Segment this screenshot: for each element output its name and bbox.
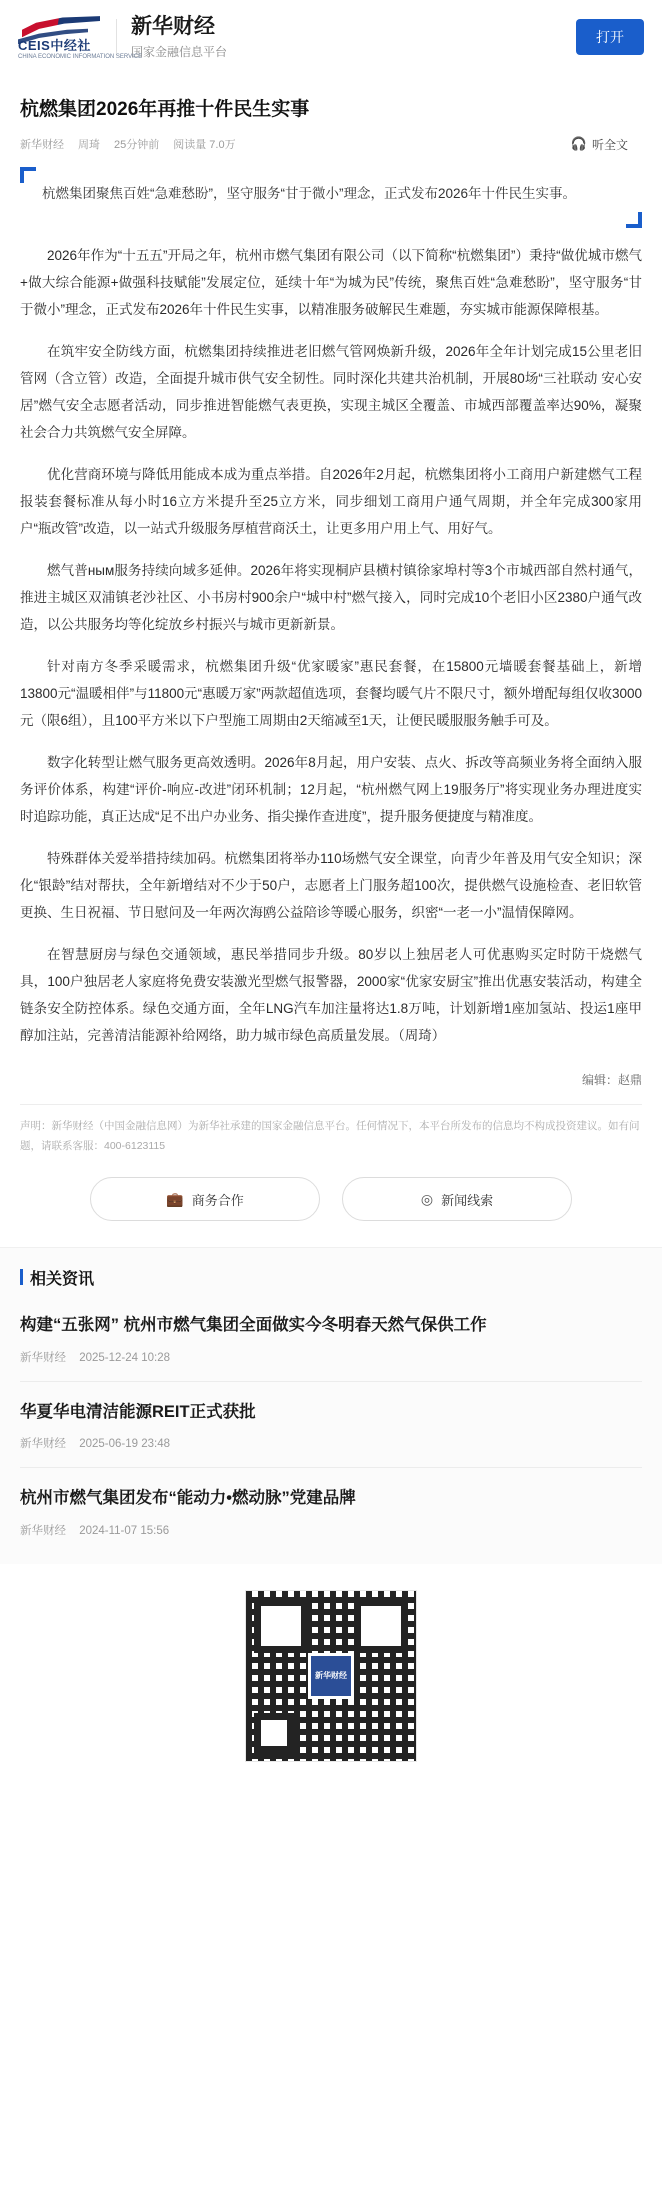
headphone-icon: 🎧 <box>570 136 587 152</box>
related-title: 构建“五张网” 杭州市燃气集团全面做实今冬明春天然气保供工作 <box>20 1316 487 1335</box>
related-source: 新华财经 <box>20 1351 66 1364</box>
listen-label: 听全文 <box>591 137 628 152</box>
related-section-title: 相关资讯 <box>20 1266 642 1289</box>
list-item[interactable] <box>20 1382 642 1469</box>
article-paragraph: 数字化转型让燃气服务更高效透明。2026年8月起，用户安装、点火、拆改等高频业务将全面纳入服务评价体系，构建“评价-响应-改进”闭环机制；12月起，“杭州燃气网上19服务厅”将实现业务办理进度实时追踪功能，真正达成“足不出户办业务、指尖操作查进度”，提升服务便捷度与精准度。 <box>20 755 642 825</box>
related-source: 新华财经 <box>20 1438 66 1451</box>
page-title: 杭燃集团2026年再推十件民生实事 <box>20 99 310 121</box>
quote-open-icon <box>20 167 36 183</box>
meta-source: 新华财经 <box>20 139 64 152</box>
lead-icon: ◎ <box>420 1190 434 1207</box>
app-header <box>0 0 662 76</box>
list-item[interactable] <box>20 1295 642 1382</box>
list-item[interactable] <box>20 1468 642 1554</box>
business-cooperation-button[interactable] <box>90 1177 320 1221</box>
article-container <box>0 76 662 1247</box>
article-paragraph: 2026年作为“十五五”开局之年，杭州市燃气集团有限公司（以下简称“杭燃集团”）秉持“做优城市燃气+做大综合能源+做强科技赋能”发展定位，延续十年“为城为民”传统，聚焦百姓“急难愁盼”，坚守服务“甘于微小”理念，正式发布2026年十件民生实事，以精准服务破解民生难题，夯实城市能源保障根基。 <box>20 248 642 318</box>
article-paragraph: 优化营商环境与降低用能成本成为重点举措。自2026年2月起，杭燃集团将小工商用户新建燃气工程报装套餐标准从每小时16立方米提升至25立方米，同步细划工商用户通气周期，并全年完成300家用户“瓶改管”改造，以一站式升级服务厚植营商沃土，让更多用户用上气、用好气。 <box>20 467 642 537</box>
related-time: 2024-11-07 15:56 <box>79 1525 170 1537</box>
cta-label: 商务合作 <box>191 1192 244 1208</box>
related-time: 2025-12-24 10:28 <box>79 1351 171 1364</box>
qr-center-logo: 新华财经 <box>308 1653 354 1699</box>
related-meta <box>20 1522 642 1538</box>
qr-finder-bottom-left <box>254 1713 294 1753</box>
logo-text: CEIS中经社 CHINA ECONOMIC INFORMATION SERVICE <box>18 38 143 61</box>
briefcase-icon: 💼 <box>166 1190 184 1207</box>
article-meta <box>20 136 642 153</box>
brand-subtitle: 国家金融信息平台 <box>131 45 228 60</box>
related-title: 华夏华电清洁能源REIT正式获批 <box>20 1402 256 1421</box>
related-news-section <box>0 1247 662 1564</box>
news-tip-button[interactable] <box>342 1177 572 1221</box>
article-lead <box>20 167 642 225</box>
related-meta <box>20 1349 642 1365</box>
related-title: 杭州市燃气集团发布“能动力•燃动脉”党建品牌 <box>20 1489 356 1508</box>
logo-subtext: CHINA ECONOMIC INFORMATION SERVICE <box>18 54 143 61</box>
article-paragraph: 燃气普ным服务持续向域多延伸。2026年将实现桐庐县横村镇徐家埠村等3个市城西部自然村通气，推进主城区双浦镇老沙社区、小书房村900余户“城中村”燃气接入，同时完成10个老旧小区2380户通气改造，以公共服务均等化绽放乡村振兴与城市更新新景。 <box>20 563 642 633</box>
qr-code <box>245 1590 417 1762</box>
open-app-button[interactable]: 打开 <box>576 19 644 55</box>
editor-credit: 编辑：赵鼎 <box>581 1073 642 1088</box>
article-paragraph: 在筑牢安全防线方面，杭燃集团持续推进老旧燃气管网焕新升级，2026年全年计划完成15公里老旧管网（含立管）改造，全面提升城市供气安全韧性。同时深化共建共治机制，开展80场“三社联动 安心安居”燃气安全志愿者活动，同步推进智能燃气表更换，实现主城区全覆盖、市城西部覆盖率达90%，凝聚社会合力共筑燃气安全屏障。 <box>20 344 642 441</box>
related-meta <box>20 1435 642 1451</box>
article-paragraph: 特殊群体关爱举措持续加码。杭燃集团将举办110场燃气安全课堂，向青少年普及用气安全知识；深化“银龄”结对帮扶，全年新增结对不少于50户，志愿者上门服务超100次，提供燃气设施检查、老旧软管更换、生日祝福、节日慰问及一年两次海鸥公益陪诊等暖心服务，织密“一老一小”温情保障网。 <box>20 851 642 921</box>
logo-block[interactable] <box>18 14 143 61</box>
article-paragraph: 针对南方冬季采暖需求，杭燃集团升级“优家暖家”惠民套餐，在15800元墙暖套餐基础上，新增13800元“温暖相伴”与11800元“惠暖万家”两款超值选项，套餐均暖气片不限尺寸，额外增配每组仅收3000元（限6组），且100平方米以下户型施工周期由2天缩减至1天，让便民暖服服务触手可及。 <box>20 659 642 729</box>
cta-label: 新闻线索 <box>441 1192 494 1208</box>
ceis-logo-icon <box>18 14 143 61</box>
meta-time: 25分钟前 <box>114 139 160 152</box>
lead-text: 杭燃集团聚焦百姓“急难愁盼”，坚守服务“甘于微小”理念，正式发布2026年十件民生实事。 <box>42 185 577 201</box>
meta-reads: 阅读量 7.0万 <box>173 139 236 152</box>
brand-names <box>131 14 576 60</box>
article-paragraph: 在智慧厨房与绿色交通领域，惠民举措同步升级。80岁以上独居老人可优惠购买定时防干烧燃气具，100户独居老人家庭将免费安装激光型燃气报警器，2000家“优家安厨宝”推出优惠安装活动，构建全链条安全防控体系。绿色交通方面，全年LNG汽车加注量将达1.8万吨，计划新增1座加氢站、投运1座甲醇加注站，完善清洁能源补给网络，助力城市绿色高质量发展。（周琦） <box>20 947 642 1044</box>
qr-section <box>0 1564 662 1796</box>
brand-title: 新华财经 <box>131 15 215 38</box>
related-time: 2025-06-19 23:48 <box>79 1438 171 1451</box>
listen-article-button[interactable] <box>571 136 642 153</box>
quote-close-icon <box>626 212 642 228</box>
disclaimer-text: 声明：新华财经（中国金融信息网）为新华社承建的国家金融信息平台。任何情况下，本平台所发布的信息均不构成投资建议。如有问题，请联系客服：400-6123115 <box>20 1104 642 1157</box>
cta-row <box>20 1157 642 1247</box>
meta-author: 周琦 <box>78 139 100 152</box>
related-source: 新华财经 <box>20 1525 66 1537</box>
